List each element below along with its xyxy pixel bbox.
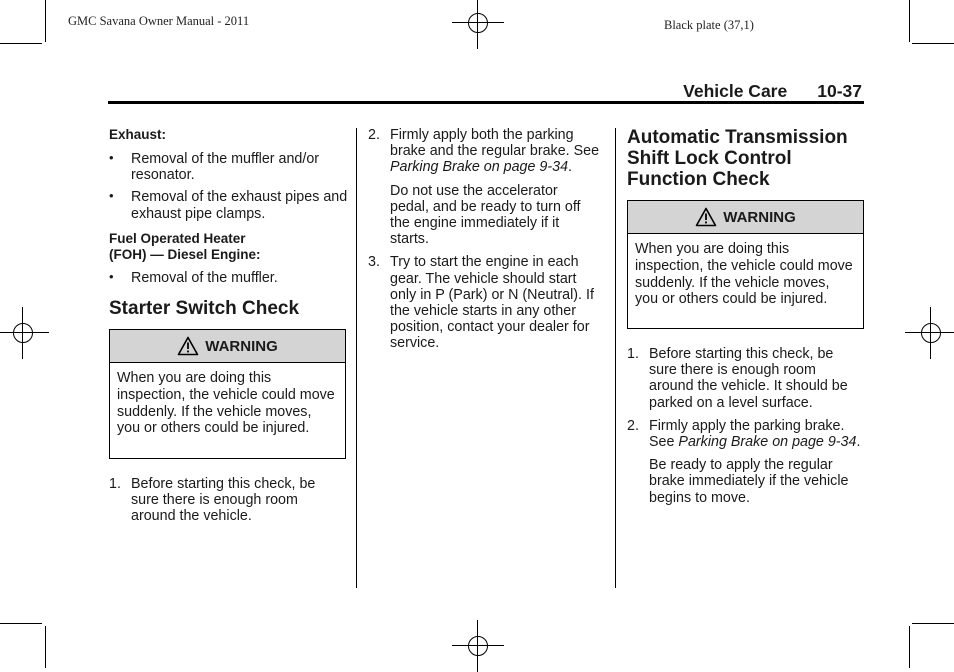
step-number: 3. — [368, 254, 380, 271]
step-number: 1. — [627, 346, 639, 362]
shift-lock-heading: Automatic Transmission Shift Lock Control Function Check — [627, 127, 848, 190]
column-1 — [109, 127, 349, 286]
starter-switch-heading: Starter Switch Check — [109, 298, 300, 319]
column-divider-2 — [615, 128, 616, 588]
section-title: Vehicle Care — [683, 81, 788, 101]
list-item: • Removal of the muffler and/or resonator. — [109, 150, 320, 184]
registration-mark-right — [915, 317, 947, 349]
foh-label-line2: (FOH) — Diesel Engine: — [109, 246, 261, 262]
list-item: 3. Try to start the engine in each gear. The vehicle should start only in P (Park) or N (Neutral). If the vehicle starts in any other position, contact your dealer for service. — [368, 254, 594, 352]
list-item: 1. Before starting this check, be sure there is enough room around the vehicle. It should be parked on a level surface. — [627, 346, 848, 411]
bullet-icon: • — [109, 150, 114, 165]
list-item: • Removal of the muffler. — [109, 268, 278, 286]
warning-triangle-icon — [695, 207, 717, 227]
list-item: • Removal of the exhaust pipes and exhaust pipe clamps. — [109, 188, 348, 222]
registration-mark-left — [7, 317, 39, 349]
column-3-steps — [627, 346, 863, 506]
page-number: 10-37 — [817, 81, 862, 101]
header-rule — [108, 101, 864, 104]
warning-text: When you are doing this inspection, the vehicle could move suddenly. If the vehicle moves, you or others could be injured. — [117, 370, 335, 437]
cross-reference: Parking Brake on page 9-34 — [678, 434, 857, 451]
step-note: Do not use the accelerator pedal, and be ready to turn off the engine immediately if it starts. — [390, 182, 581, 248]
column-divider-1 — [356, 128, 357, 588]
column-2 — [368, 127, 600, 352]
starter-step-1 — [109, 476, 339, 525]
foh-label-line1: Fuel Operated Heater — [109, 230, 246, 246]
warning-bar — [628, 201, 863, 234]
list-item: 1. Before starting this check, be sure there is enough room around the vehicle. — [109, 476, 316, 525]
plate-label-left: GMC Savana Owner Manual - 2011 — [68, 14, 250, 28]
step-number: 2. — [627, 417, 639, 434]
cross-reference: Parking Brake on page 9-34 — [390, 159, 569, 176]
warning-text: When you are doing this inspection, the vehicle could move suddenly. If the vehicle moves, you or others could be injured. — [635, 241, 853, 308]
running-header — [683, 81, 862, 102]
list-item: 2. Firmly apply both the parking brake and the regular brake. See Parking Brake on page 9-34. — [368, 127, 600, 176]
plate-label-right: Black plate (37,1) — [664, 18, 754, 32]
step-number: 2. — [368, 127, 380, 143]
bullet-icon: • — [109, 188, 114, 204]
bullet-icon: • — [109, 268, 114, 284]
warning-title: WARNING — [723, 208, 796, 226]
step-note: Be ready to apply the regular brake immediately if the vehicle begins to move. — [649, 457, 849, 506]
warning-box — [627, 200, 864, 329]
warning-title: WARNING — [205, 337, 278, 355]
exhaust-label: Exhaust: — [109, 127, 167, 142]
list-item: 2. Firmly apply the parking brake. See Parking Brake on page 9-34. — [627, 417, 861, 451]
step-number: 1. — [109, 476, 121, 492]
warning-bar — [110, 330, 345, 363]
warning-triangle-icon — [177, 336, 199, 356]
registration-mark-bottom — [462, 630, 494, 662]
warning-box — [109, 329, 346, 459]
registration-mark-top — [462, 7, 494, 39]
